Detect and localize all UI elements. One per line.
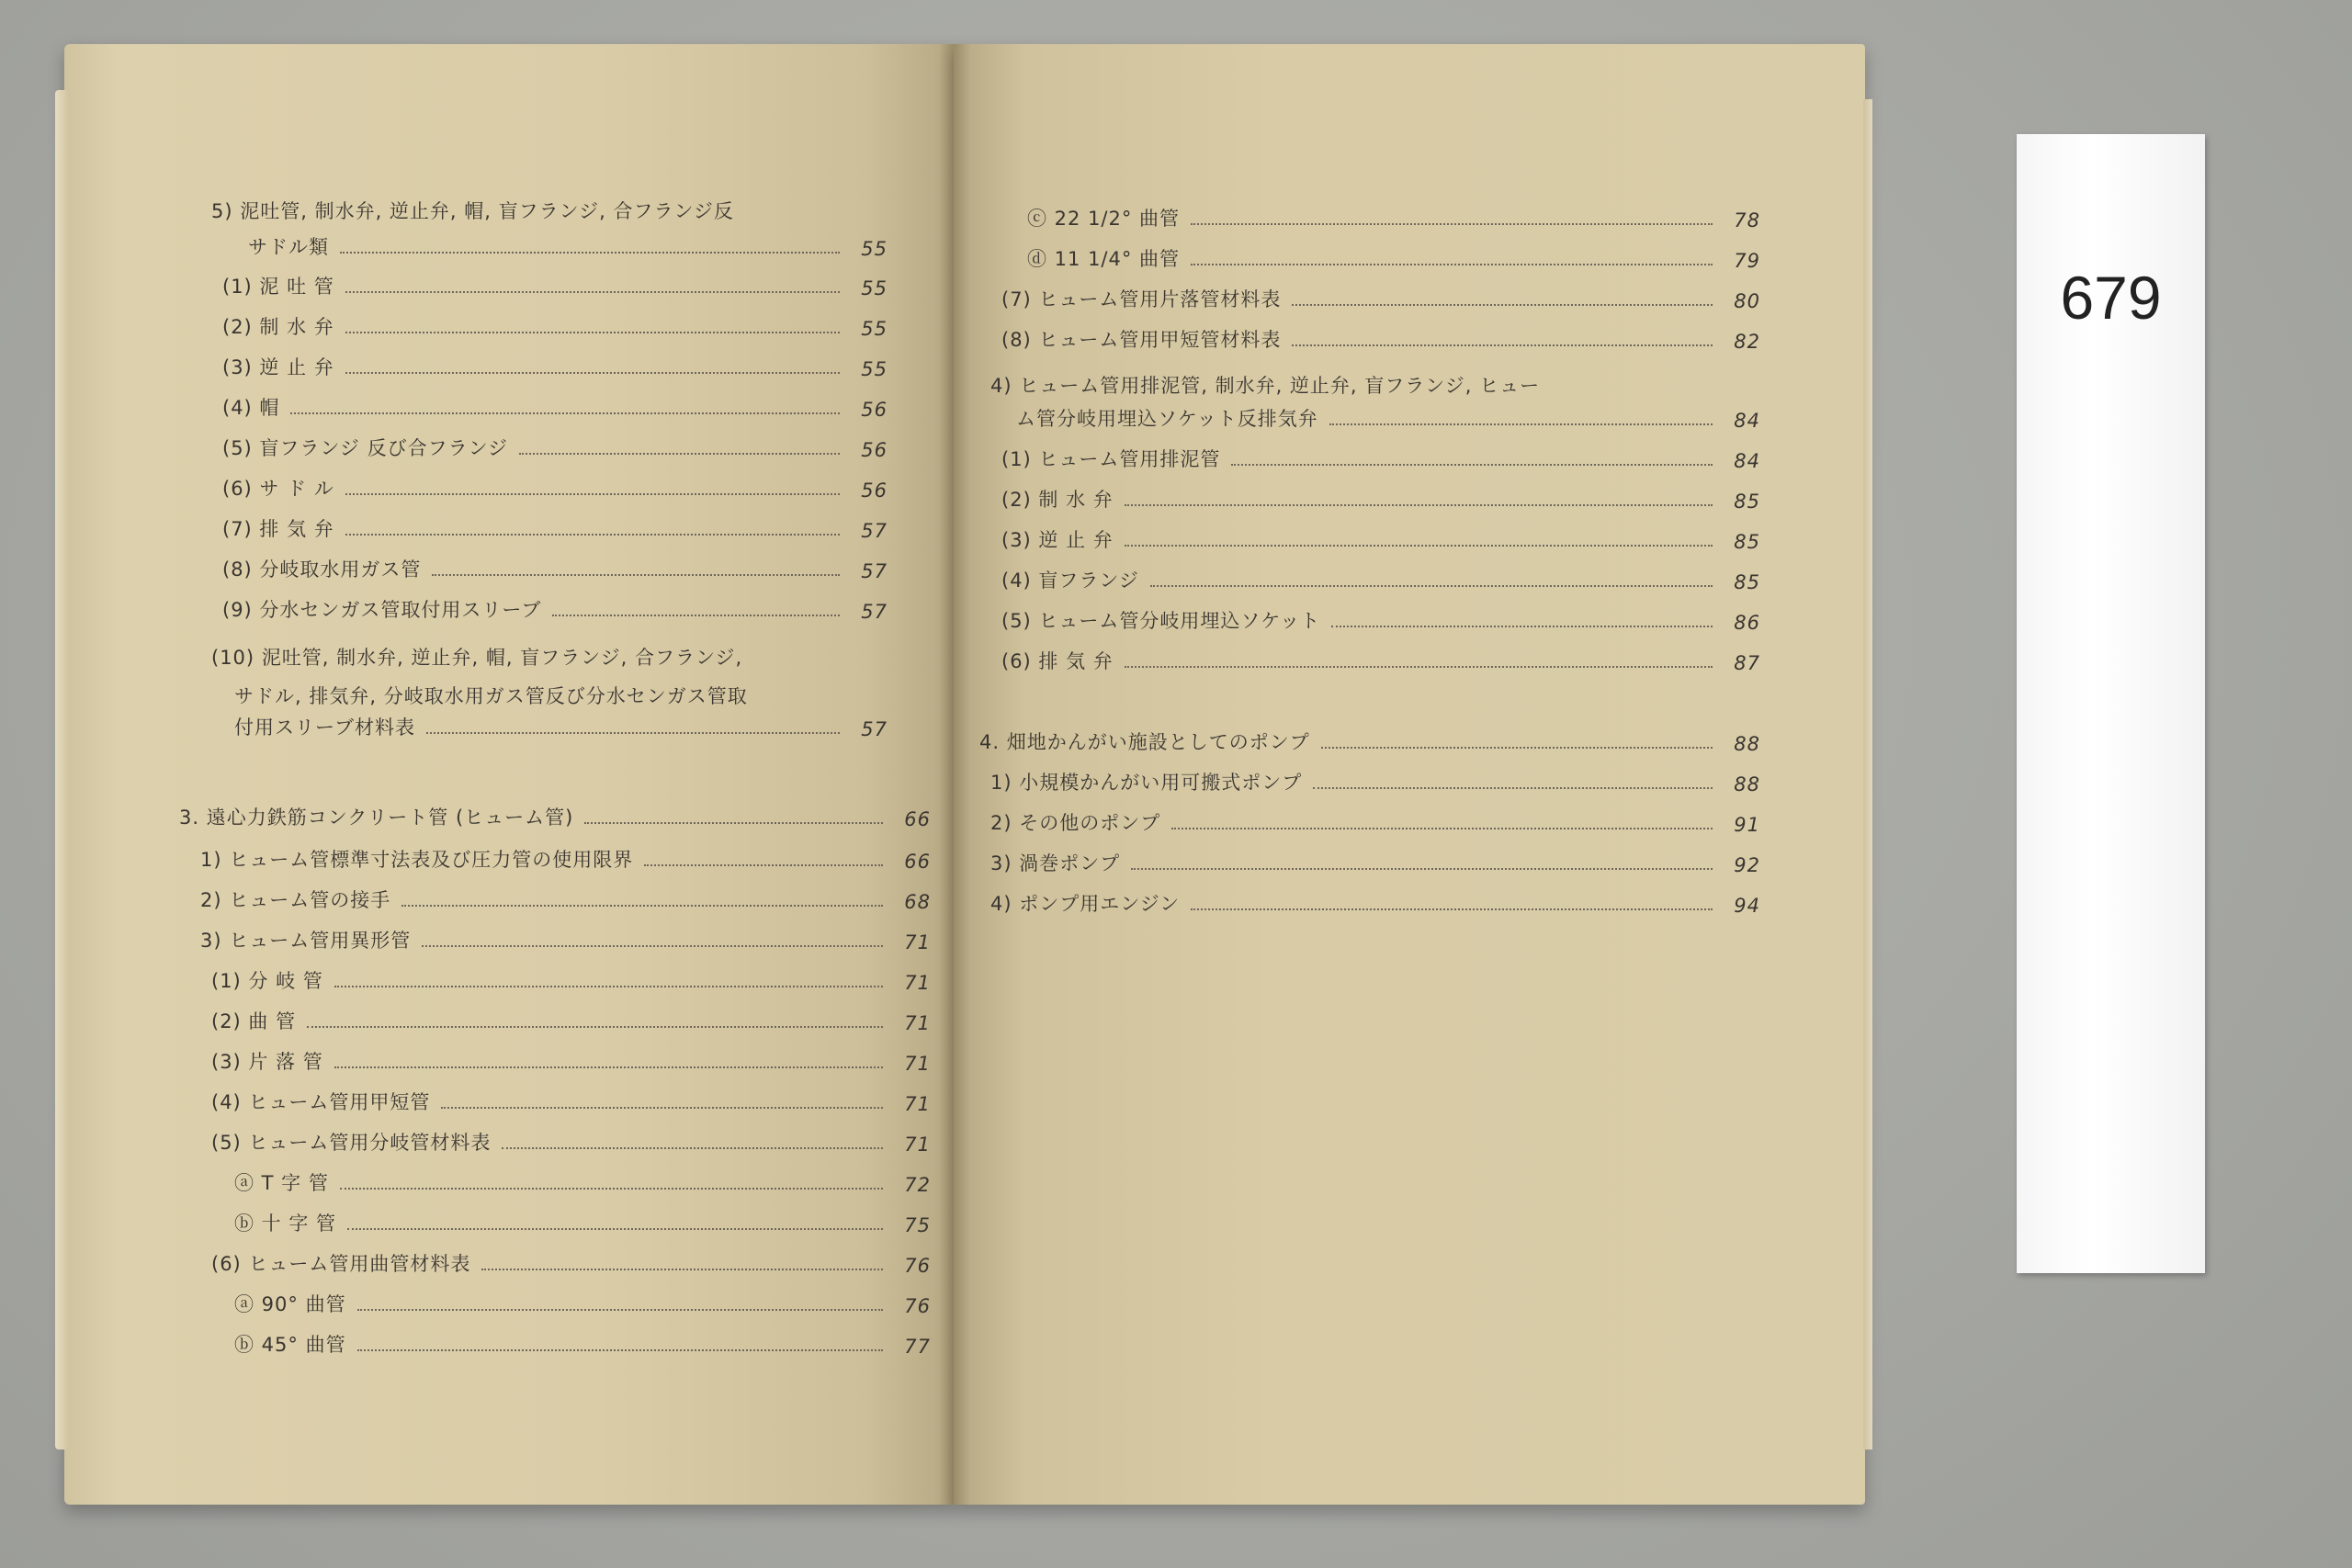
left-page-edge	[55, 90, 68, 1450]
toc-entry: (6) 排 気 弁 87	[1001, 650, 1760, 674]
book-gutter	[939, 44, 970, 1505]
catalog-number: 679	[2060, 264, 2162, 332]
catalog-number-tag	[2017, 134, 2205, 1273]
toc-entry: 2) その他のポンプ 91	[990, 812, 1760, 836]
toc-entry: (2) 制 水 弁 85	[1001, 489, 1760, 513]
toc-entry: (9) 分水センガス管取付用スリーブ 57	[222, 599, 888, 623]
toc-entry: (4) 盲フランジ 85	[1001, 570, 1760, 593]
toc-entry: 4. 畑地かんがい施設としてのポンプ 88	[979, 731, 1760, 755]
toc-entry: ム管分岐用埋込ソケット反排気弁 84	[1016, 408, 1760, 432]
toc-entry: (3) 逆 止 弁 85	[1001, 529, 1760, 553]
toc-entry: ⓒ 22 1/2° 曲管 78	[1027, 208, 1760, 231]
toc-entry: 4) ヒューム管用排泥管, 制水弁, 逆止弁, 盲フランジ, ヒュー	[990, 375, 1541, 397]
toc-entry: ⓑ 十 字 管 75	[234, 1213, 931, 1236]
toc-entry: (4) 帽 56	[222, 397, 888, 421]
toc-entry: (4) ヒューム管用甲短管 71	[211, 1091, 931, 1115]
toc-entry: (7) 排 気 弁 57	[222, 518, 888, 542]
toc-entry: ⓑ 45° 曲管 77	[234, 1334, 931, 1358]
toc-entry: 3) 渦巻ポンプ 92	[990, 852, 1760, 876]
toc-entry: 4) ポンプ用エンジン 94	[990, 893, 1760, 917]
toc-entry: (10) 泥吐管, 制水弁, 逆止弁, 帽, 盲フランジ, 合フランジ,	[211, 647, 743, 669]
toc-entry: サドル, 排気弁, 分岐取水用ガス管反び分水センガス管取	[234, 685, 748, 707]
toc-entry: (3) 片 落 管 71	[211, 1051, 931, 1075]
toc-entry: サドル類 55	[248, 236, 888, 260]
toc-entry: (7) ヒューム管用片落管材料表 80	[1001, 288, 1760, 312]
toc-entry: (2) 曲 管 71	[211, 1010, 931, 1034]
toc-entry: (1) 分 岐 管 71	[211, 970, 931, 994]
toc-entry: (3) 逆 止 弁 55	[222, 356, 888, 380]
toc-entry: (5) 盲フランジ 反び合フランジ 56	[222, 437, 888, 461]
toc-entry: 1) 小規模かんがい用可搬式ポンプ 88	[990, 772, 1760, 795]
left-page	[64, 44, 954, 1505]
toc-entry: 1) ヒューム管標準寸法表及び圧力管の使用限界 66	[200, 849, 931, 873]
toc-entry: 2) ヒューム管の接手 68	[200, 889, 931, 913]
toc-entry: (6) ヒューム管用曲管材料表 76	[211, 1253, 931, 1277]
toc-entry: ⓐ 90° 曲管 76	[234, 1293, 931, 1317]
toc-entry: (5) ヒューム管用分岐管材料表 71	[211, 1132, 931, 1156]
toc-entry: (8) 分岐取水用ガス管 57	[222, 558, 888, 582]
toc-entry: (1) 泥 吐 管 55	[222, 276, 888, 299]
toc-entry: ⓐ T 字 管 72	[234, 1172, 931, 1196]
toc-entry: 付用スリーブ材料表 57	[234, 716, 888, 740]
toc-entry: 3) ヒューム管用異形管 71	[200, 930, 931, 953]
toc-entry: (8) ヒューム管用甲短管材料表 82	[1001, 329, 1760, 353]
open-book	[64, 44, 1865, 1505]
toc-entry: 3. 遠心力鉄筋コンクリート管 (ヒューム管) 66	[179, 807, 931, 830]
toc-entry: (6) サ ド ル 56	[222, 478, 888, 502]
toc-entry: (5) ヒューム管分岐用埋込ソケット 86	[1001, 610, 1760, 634]
toc-entry: 5) 泥吐管, 制水弁, 逆止弁, 帽, 盲フランジ, 合フランジ反	[211, 200, 734, 222]
toc-entry: (2) 制 水 弁 55	[222, 316, 888, 340]
toc-entry: ⓓ 11 1/4° 曲管 79	[1027, 248, 1760, 272]
toc-entry: (1) ヒューム管用排泥管 84	[1001, 448, 1760, 472]
right-page	[954, 44, 1865, 1505]
right-page-edge	[1863, 99, 1872, 1450]
